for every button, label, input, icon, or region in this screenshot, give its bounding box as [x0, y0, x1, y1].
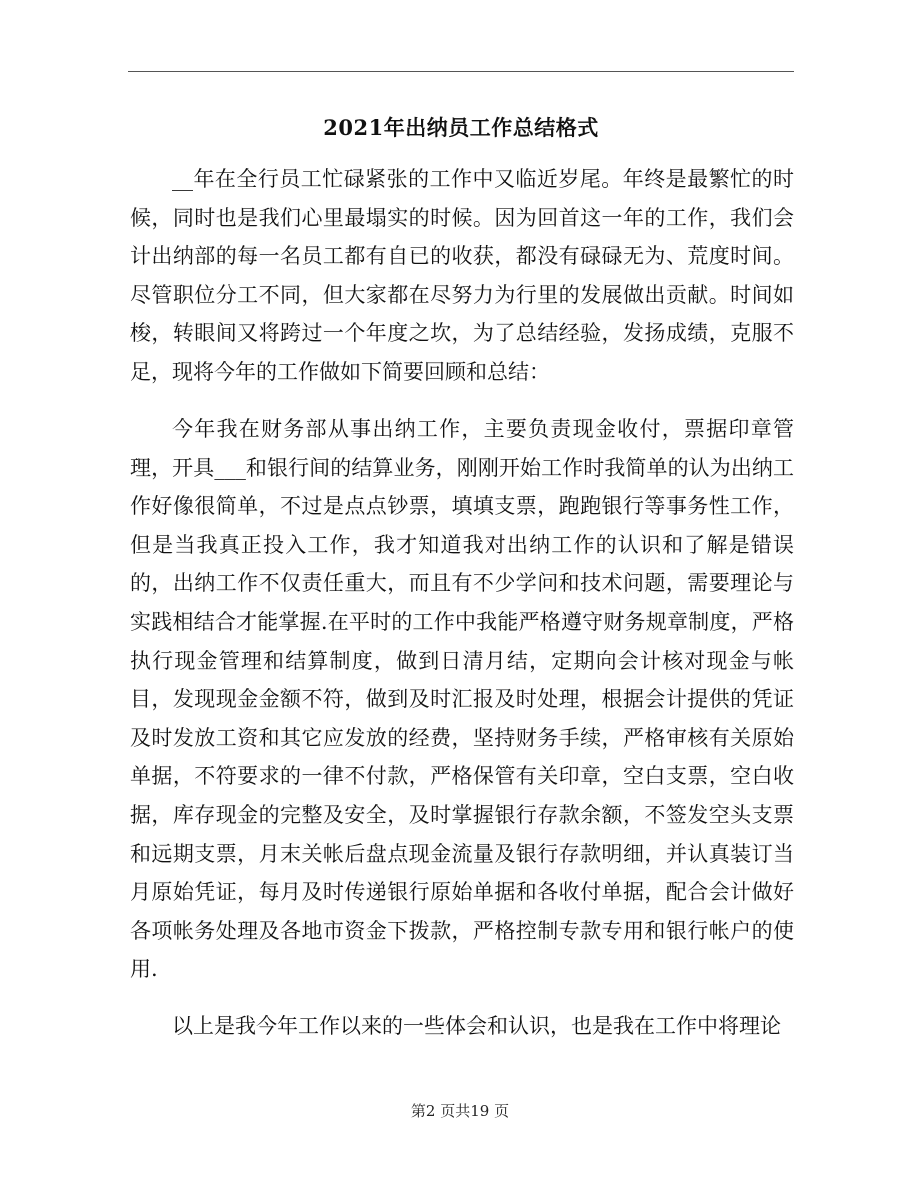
page-number: 第2 页共19 页	[410, 1102, 510, 1120]
paragraph-work-duties: 今年我在财务部从事出纳工作，主要负责现金收付，票据印章管理，开具___和银行间的结算业务，刚刚开始工作时我简单的认为出纳工作好像很简单，不过是点点钞票，填填支票，跑跑银行等事务性工作，但是当我真正投入工作，我才知道我对出纳工作的认识和了解是错误的，出纳工作不仅责任重大，而且有不少学问和技术问题，需要理论与实践相结合才能掌握.在平时的工作中我能严格遵守财务规章制度，严格执行现金管理和结算制度，做到日清月结，定期向会计核对现金与帐目，发现现金金额不符，做到及时汇报及时处理，根据会计提供的凭证及时发放工资和其它应发放的经费，坚持财务手续，严格审核有关原始单据，不符要求的一律不付款，严格保管有关印章，空白支票，空白收据，库存现金的完整及安全，及时掌握银行存款余额，不签发空头支票和远期支票，月末关帐后盘点现金流量及银行存款明细，并认真装订当月原始凭证，每月及时传递银行原始单据和各收付单据，配合会计做好各项帐务处理及各地市资金下拨款，严格控制专款专用和银行帐户的使用.	[130, 417, 794, 982]
header-rule	[128, 71, 794, 72]
paragraph-intro: __年在全行员工忙碌紧张的工作中又临近岁尾。年终是最繁忙的时候，同时也是我们心里最塌实的时候。因为回首这一年的工作，我们会计出纳部的每一名员工都有自已的收获，都没有碌碌无为、荒度时间。尽管职位分工不同，但大家都在尽努力为行里的发展做出贡献。时间如梭，转眼间又将跨过一个年度之坎，为了总结经验，发扬成绩，克服不足，现将今年的工作做如下简要回顾和总结：	[130, 167, 794, 384]
document-title: 2021年出纳员工作总结格式	[323, 115, 599, 140]
paragraph-reflection: 以上是我今年工作以来的一些体会和认识，也是我在工作中将理论	[172, 1014, 781, 1038]
